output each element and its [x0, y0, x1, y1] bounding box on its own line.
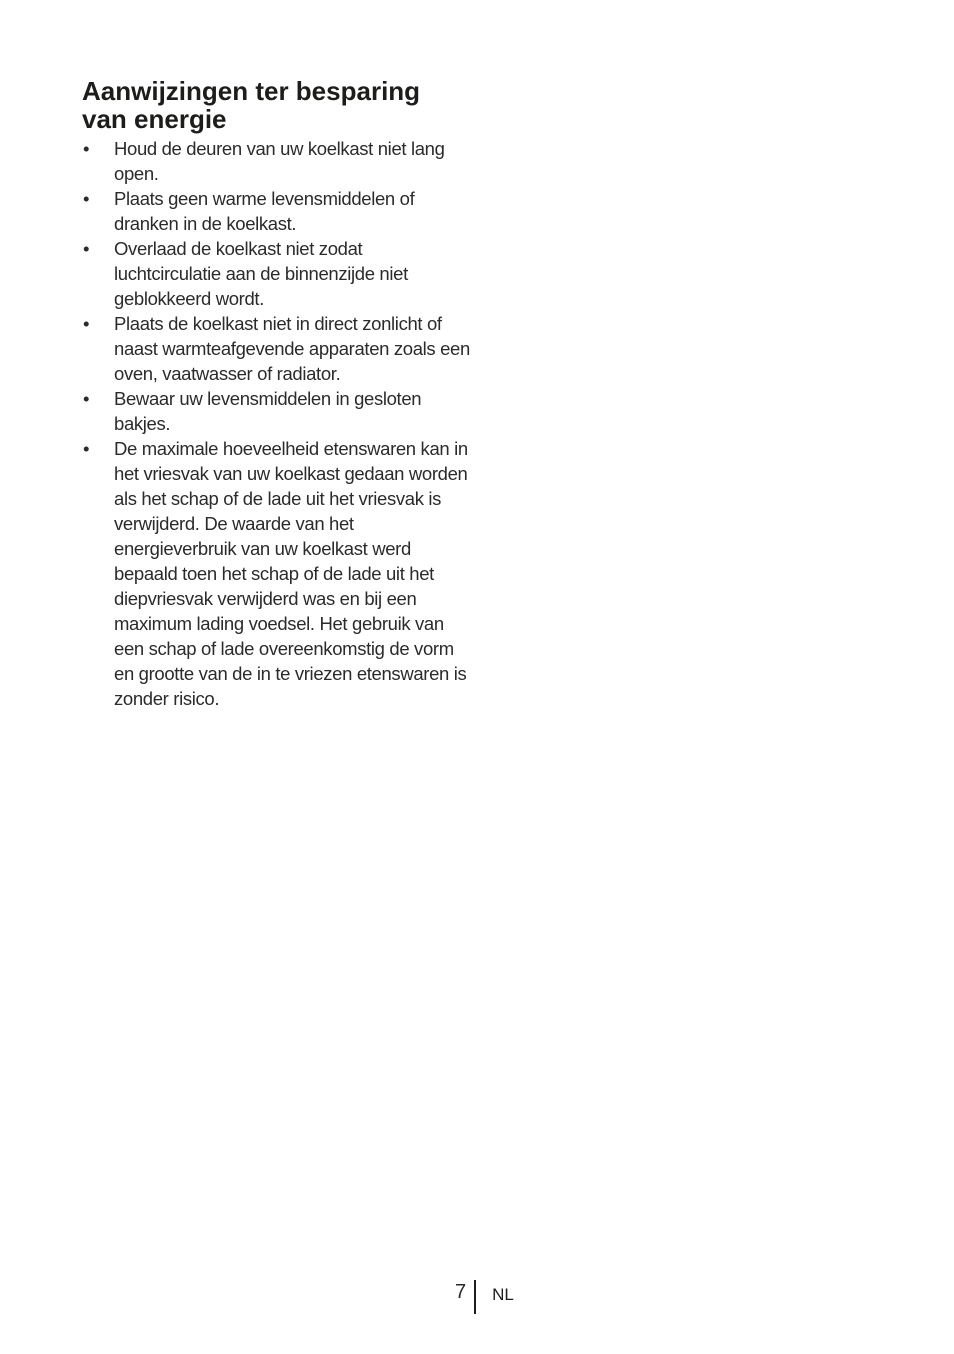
energy-saving-section: [82, 77, 472, 711]
bullet-icon: •: [83, 188, 90, 209]
list-item-text: Houd de deuren van uw koelkast niet lang open.: [114, 138, 445, 184]
list-item: [82, 136, 472, 186]
list-item: [82, 311, 472, 386]
list-item-text: Plaats geen warme levensmiddelen of dranken in de koelkast.: [114, 188, 415, 234]
page-number: 7: [455, 1281, 467, 1303]
bullet-icon: •: [83, 238, 90, 259]
list-item-text: De maximale hoeveelheid etenswaren kan in het vriesvak van uw koelkast gedaan worden als het schap of de lade uit het vriesvak is verwijderd. De waarde van het energieverbruik van uw koelkast werd bepaald toen het schap of de lade uit het diepvriesvak verwijderd was en bij een maximum lading voedsel. Het gebruik van een schap of lade overeenkomstig de vorm en grootte van de in te vriezen etenswaren is zonder risico.: [114, 438, 468, 709]
bullet-icon: •: [83, 313, 90, 334]
section-heading: Aanwijzingen ter besparing van energie: [82, 76, 421, 134]
list-item-text: Overlaad de koelkast niet zodat luchtcirculatie aan de binnenzijde niet geblokkeerd wordt.: [114, 238, 408, 309]
page-footer: [455, 1280, 514, 1316]
bullet-icon: •: [83, 388, 90, 409]
list-item: [82, 236, 472, 311]
list-item-text: Bewaar uw levensmiddelen in gesloten bakjes.: [114, 388, 422, 434]
tips-list: [82, 136, 472, 711]
footer-divider: [474, 1280, 476, 1314]
bullet-icon: •: [83, 138, 90, 159]
language-code: NL: [492, 1285, 514, 1304]
list-item-text: Plaats de koelkast niet in direct zonlicht of naast warmteafgevende apparaten zoals een oven, vaatwasser of radiator.: [114, 313, 470, 384]
list-item: [82, 386, 472, 436]
list-item: [82, 186, 472, 236]
bullet-icon: •: [83, 438, 90, 459]
list-item: [82, 436, 472, 711]
